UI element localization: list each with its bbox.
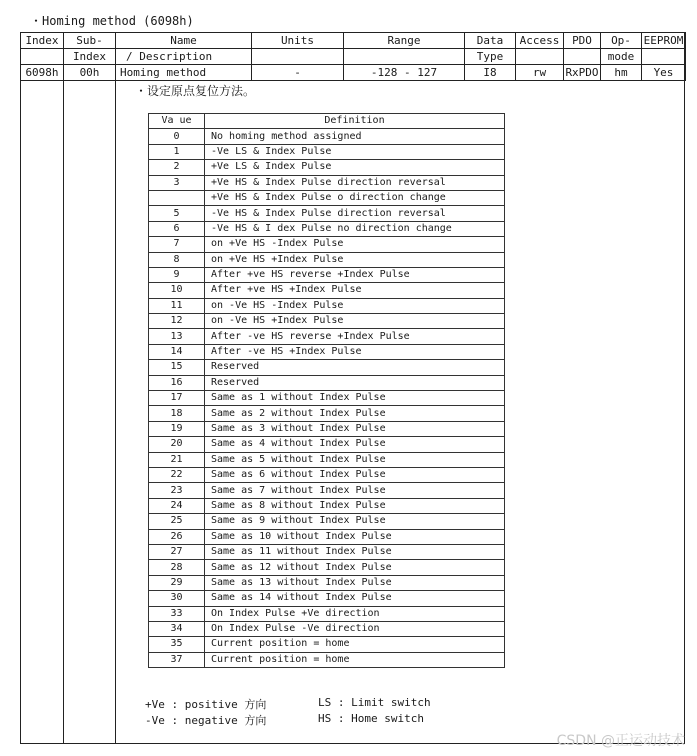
definition-cell: Same as 7 without Index Pulse bbox=[205, 483, 505, 498]
table-row bbox=[149, 437, 505, 452]
value-cell: 18 bbox=[149, 406, 205, 421]
definition-cell: Same as 4 without Index Pulse bbox=[205, 437, 505, 452]
col-opmode-2: mode bbox=[601, 49, 642, 65]
table-row bbox=[149, 298, 505, 313]
cell-units: - bbox=[252, 65, 344, 81]
value-cell: 11 bbox=[149, 298, 205, 313]
divider-index bbox=[63, 80, 64, 744]
definition-cell: Same as 3 without Index Pulse bbox=[205, 421, 505, 436]
value-cell: 7 bbox=[149, 237, 205, 252]
table-row bbox=[149, 267, 505, 282]
table-row bbox=[149, 190, 505, 205]
definition-cell: Same as 14 without Index Pulse bbox=[205, 591, 505, 606]
table-row bbox=[149, 591, 505, 606]
definition-cell: Reserved bbox=[205, 375, 505, 390]
col-index-2 bbox=[21, 49, 64, 65]
definition-cell: +Ve HS & Index Pulse o direction change bbox=[205, 190, 505, 205]
value-cell: 8 bbox=[149, 252, 205, 267]
col-range-2 bbox=[344, 49, 465, 65]
definition-cell: on -Ve HS -Index Pulse bbox=[205, 298, 505, 313]
definition-cell: -Ve LS & Index Pulse bbox=[205, 144, 505, 159]
definition-cell: Same as 13 without Index Pulse bbox=[205, 575, 505, 590]
col-units-2 bbox=[252, 49, 344, 65]
definition-cell: on +Ve HS +Index Pulse bbox=[205, 252, 505, 267]
col-access-2 bbox=[516, 49, 564, 65]
value-cell: 28 bbox=[149, 560, 205, 575]
table-row bbox=[149, 329, 505, 344]
value-cell: 25 bbox=[149, 514, 205, 529]
table-row bbox=[149, 467, 505, 482]
value-cell: 2 bbox=[149, 160, 205, 175]
value-cell: 23 bbox=[149, 483, 205, 498]
table-row bbox=[149, 514, 505, 529]
value-cell: 10 bbox=[149, 283, 205, 298]
value-cell: 6 bbox=[149, 221, 205, 236]
col-units: Units bbox=[252, 33, 344, 49]
definition-cell: After -ve HS reverse +Index Pulse bbox=[205, 329, 505, 344]
watermark: CSDN @正运动技术 bbox=[556, 733, 685, 749]
definition-cell: Reserved bbox=[205, 360, 505, 375]
parameter-header-table bbox=[20, 32, 686, 81]
value-cell: 35 bbox=[149, 637, 205, 652]
definition-cell: After +ve HS reverse +Index Pulse bbox=[205, 267, 505, 282]
table-row bbox=[149, 391, 505, 406]
cell-datatype: I8 bbox=[465, 65, 516, 81]
col-datatype: Data bbox=[465, 33, 516, 49]
definition-cell: on -Ve HS +Index Pulse bbox=[205, 314, 505, 329]
definition-cell: +Ve HS & Index Pulse direction reversal bbox=[205, 175, 505, 190]
definition-cell: Same as 1 without Index Pulse bbox=[205, 391, 505, 406]
value-cell: 26 bbox=[149, 529, 205, 544]
value-cell: 15 bbox=[149, 360, 205, 375]
value-cell: 33 bbox=[149, 606, 205, 621]
value-cell: 29 bbox=[149, 575, 205, 590]
table-row bbox=[149, 452, 505, 467]
definition-cell: Current position = home bbox=[205, 652, 505, 667]
definition-cell: +Ve LS & Index Pulse bbox=[205, 160, 505, 175]
definition-cell: On Index Pulse -Ve direction bbox=[205, 621, 505, 636]
table-row bbox=[149, 221, 505, 236]
value-cell: 37 bbox=[149, 652, 205, 667]
definition-cell: Same as 10 without Index Pulse bbox=[205, 529, 505, 544]
table-row bbox=[149, 498, 505, 513]
table-row bbox=[149, 237, 505, 252]
definition-cell: On Index Pulse +Ve direction bbox=[205, 606, 505, 621]
cell-subindex: 00h bbox=[64, 65, 116, 81]
value-cell: 1 bbox=[149, 144, 205, 159]
value-cell: 0 bbox=[149, 129, 205, 144]
col-pdo-2 bbox=[564, 49, 601, 65]
value-cell: 3 bbox=[149, 175, 205, 190]
table-row bbox=[149, 544, 505, 559]
col-datatype-2: Type bbox=[465, 49, 516, 65]
header-row-top bbox=[21, 33, 686, 49]
definition-cell: Same as 2 without Index Pulse bbox=[205, 406, 505, 421]
table-row bbox=[149, 375, 505, 390]
col-index: Index bbox=[21, 33, 64, 49]
table-row bbox=[149, 314, 505, 329]
table-row bbox=[149, 421, 505, 436]
table-row bbox=[149, 144, 505, 159]
definition-cell: -Ve HS & Index Pulse direction reversal bbox=[205, 206, 505, 221]
table-row bbox=[149, 560, 505, 575]
legend-positive: +Ve : positive 方向 bbox=[145, 698, 267, 711]
cell-pdo: RxPDO bbox=[565, 66, 599, 79]
col-pdo: PDO bbox=[564, 33, 601, 49]
table-row bbox=[149, 160, 505, 175]
value-cell: 34 bbox=[149, 621, 205, 636]
value-cell: 13 bbox=[149, 329, 205, 344]
legend-negative: -Ve : negative 方向 bbox=[145, 714, 267, 727]
value-cell bbox=[149, 190, 205, 205]
parameter-row bbox=[21, 65, 686, 81]
parameter-description: ・设定原点复位方法。 bbox=[135, 84, 256, 98]
value-table-header bbox=[149, 114, 505, 129]
col-access: Access bbox=[516, 33, 564, 49]
value-cell: 19 bbox=[149, 421, 205, 436]
col-name-2: / Description bbox=[116, 49, 252, 65]
table-row bbox=[149, 360, 505, 375]
table-row bbox=[149, 529, 505, 544]
value-table-body bbox=[149, 129, 505, 668]
value-cell: 30 bbox=[149, 591, 205, 606]
value-cell: 22 bbox=[149, 467, 205, 482]
definition-cell: No homing method assigned bbox=[205, 129, 505, 144]
definition-cell: Same as 6 without Index Pulse bbox=[205, 467, 505, 482]
definition-cell: on +Ve HS -Index Pulse bbox=[205, 237, 505, 252]
legend-home-switch: HS : Home switch bbox=[318, 712, 424, 725]
definition-cell: After -ve HS +Index Pulse bbox=[205, 344, 505, 359]
table-row bbox=[149, 406, 505, 421]
table-row bbox=[149, 483, 505, 498]
cell-eeprom: Yes bbox=[642, 65, 686, 81]
legend-limit-switch: LS : Limit switch bbox=[318, 696, 431, 709]
section-title: ・Homing method (6098h) bbox=[30, 14, 194, 28]
col-eeprom: EEPROM bbox=[642, 33, 686, 49]
definition-cell: -Ve HS & I dex Pulse no direction change bbox=[205, 221, 505, 236]
cell-opmode: hm bbox=[601, 65, 642, 81]
divider-subindex bbox=[115, 80, 116, 744]
definition-cell: Same as 5 without Index Pulse bbox=[205, 452, 505, 467]
table-row bbox=[149, 129, 505, 144]
header-row-bottom bbox=[21, 49, 686, 65]
col-definition: Definition bbox=[205, 114, 505, 129]
table-row bbox=[149, 637, 505, 652]
definition-cell: Current position = home bbox=[205, 637, 505, 652]
col-opmode: Op- bbox=[601, 33, 642, 49]
value-cell: 9 bbox=[149, 267, 205, 282]
table-row bbox=[149, 606, 505, 621]
value-cell: 17 bbox=[149, 391, 205, 406]
cell-range: -128 - 127 bbox=[344, 65, 465, 81]
value-cell: 20 bbox=[149, 437, 205, 452]
definition-cell: Same as 11 without Index Pulse bbox=[205, 544, 505, 559]
value-cell: 24 bbox=[149, 498, 205, 513]
cell-name: Homing method bbox=[116, 65, 252, 81]
col-range: Range bbox=[344, 33, 465, 49]
value-cell: 12 bbox=[149, 314, 205, 329]
value-cell: 21 bbox=[149, 452, 205, 467]
homing-method-value-table bbox=[148, 113, 505, 668]
value-cell: 14 bbox=[149, 344, 205, 359]
cell-index: 6098h bbox=[21, 65, 64, 81]
table-row bbox=[149, 175, 505, 190]
value-cell: 27 bbox=[149, 544, 205, 559]
table-row bbox=[149, 344, 505, 359]
cell-access: rw bbox=[516, 65, 564, 81]
table-row bbox=[149, 652, 505, 667]
col-name: Name bbox=[116, 33, 252, 49]
table-row bbox=[149, 621, 505, 636]
col-subindex-2: Index bbox=[64, 49, 116, 65]
table-row bbox=[149, 252, 505, 267]
definition-cell: Same as 8 without Index Pulse bbox=[205, 498, 505, 513]
col-value: Va ue bbox=[149, 114, 205, 129]
col-eeprom-2 bbox=[642, 49, 686, 65]
definition-cell: Same as 12 without Index Pulse bbox=[205, 560, 505, 575]
value-cell: 5 bbox=[149, 206, 205, 221]
col-subindex: Sub- bbox=[64, 33, 116, 49]
definition-cell: Same as 9 without Index Pulse bbox=[205, 514, 505, 529]
table-row bbox=[149, 206, 505, 221]
definition-cell: After +ve HS +Index Pulse bbox=[205, 283, 505, 298]
table-row bbox=[149, 283, 505, 298]
value-cell: 16 bbox=[149, 375, 205, 390]
table-row bbox=[149, 575, 505, 590]
